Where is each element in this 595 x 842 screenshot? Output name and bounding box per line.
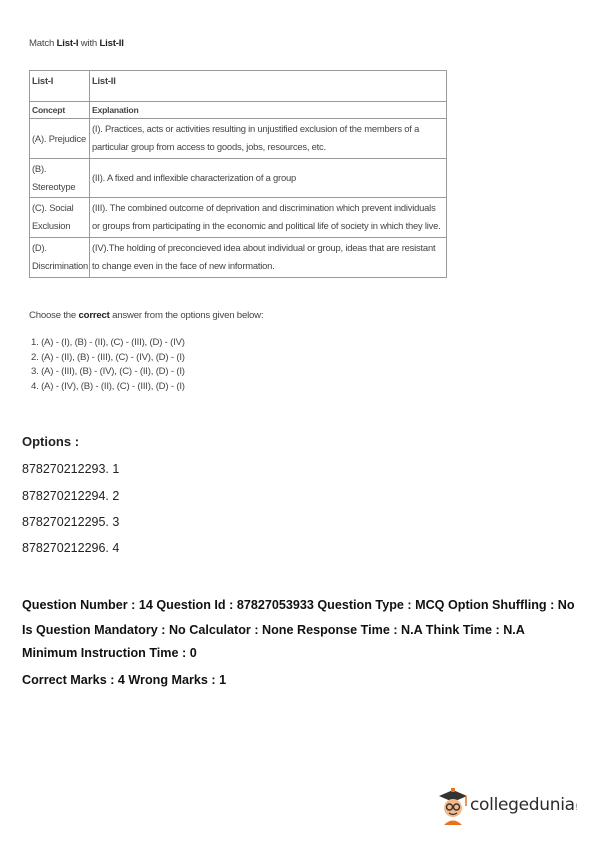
table-row <box>30 119 447 159</box>
meta-line: Is Question Mandatory : No Calculator : None Response Time : N.A Think Time : N.A <box>22 623 525 637</box>
row-explanation: (I). Practices, acts or activities resulting in unjustified exclusion of the members of a particular group from access to goods, jobs, resources, etc. <box>90 119 447 159</box>
meta-line: Minimum Instruction Time : 0 <box>22 646 197 660</box>
row-concept: (A). Prejudice <box>30 119 90 159</box>
col1-header: List-I <box>30 71 90 102</box>
answer-choice: 4. (A) - (IV), (B) - (II), (C) - (III), (D) - (I) <box>31 380 185 392</box>
row-concept: (D). Discrimination <box>30 238 90 278</box>
question-intro <box>29 38 124 49</box>
answer-choice: 1. (A) - (I), (B) - (II), (C) - (III), (D) - (IV) <box>31 337 185 348</box>
option-item: 878270212294. 2 <box>22 489 120 503</box>
table-subheader-row <box>30 102 447 119</box>
table-row <box>30 198 447 238</box>
row-explanation: (IV).The holding of preconcieved idea about individual or group, ideas that are resistant to change even in the face of new information. <box>90 238 447 278</box>
graduate-mascot-icon <box>436 786 470 826</box>
logo-wordmark: collegedunia <box>470 795 575 815</box>
match-table <box>29 70 447 278</box>
choose-text-post: answer from the options given below: <box>109 310 264 321</box>
intro-list2: List-II <box>99 38 124 49</box>
table-header-row <box>30 71 447 102</box>
row-explanation: (II). A fixed and inflexible characterization of a group <box>90 159 447 198</box>
choose-text: Choose the <box>29 310 79 321</box>
table-row <box>30 159 447 198</box>
options-heading: Options : <box>22 434 80 449</box>
choose-bold: correct <box>78 310 110 321</box>
intro-text: Match <box>29 38 57 49</box>
logo-suffix: ! <box>574 803 579 813</box>
collegedunia-logo <box>436 786 579 826</box>
option-item: 878270212296. 4 <box>22 541 120 555</box>
sub-header-explanation: Explanation <box>90 102 447 119</box>
table-row <box>30 238 447 278</box>
intro-text-mid: with <box>78 38 100 49</box>
answer-choice: 3. (A) - (III), (B) - (IV), (C) - (II), (D) - (I) <box>31 366 185 377</box>
answer-choice: 2. (A) - (II), (B) - (III), (C) - (IV), (D) - (I) <box>31 351 185 363</box>
option-item: 878270212295. 3 <box>22 515 120 529</box>
logo-text <box>470 795 578 815</box>
row-concept: (B). Stereotype <box>30 159 90 198</box>
option-item: 878270212293. 1 <box>22 462 120 476</box>
choose-instruction <box>29 310 263 321</box>
sub-header-concept: Concept <box>30 102 90 119</box>
intro-list1: List-I <box>56 38 79 49</box>
col2-header: List-II <box>90 71 447 102</box>
row-concept: (C). Social Exclusion <box>30 198 90 238</box>
meta-line: Question Number : 14 Question Id : 87827053933 Question Type : MCQ Option Shuffling : No <box>22 598 575 612</box>
row-explanation: (III). The combined outcome of deprivation and discrimination which prevent individuals or groups from participating in the economic and political life of society in which they live. <box>90 198 447 238</box>
answer-choices <box>31 336 185 394</box>
meta-line: Correct Marks : 4 Wrong Marks : 1 <box>22 673 227 687</box>
